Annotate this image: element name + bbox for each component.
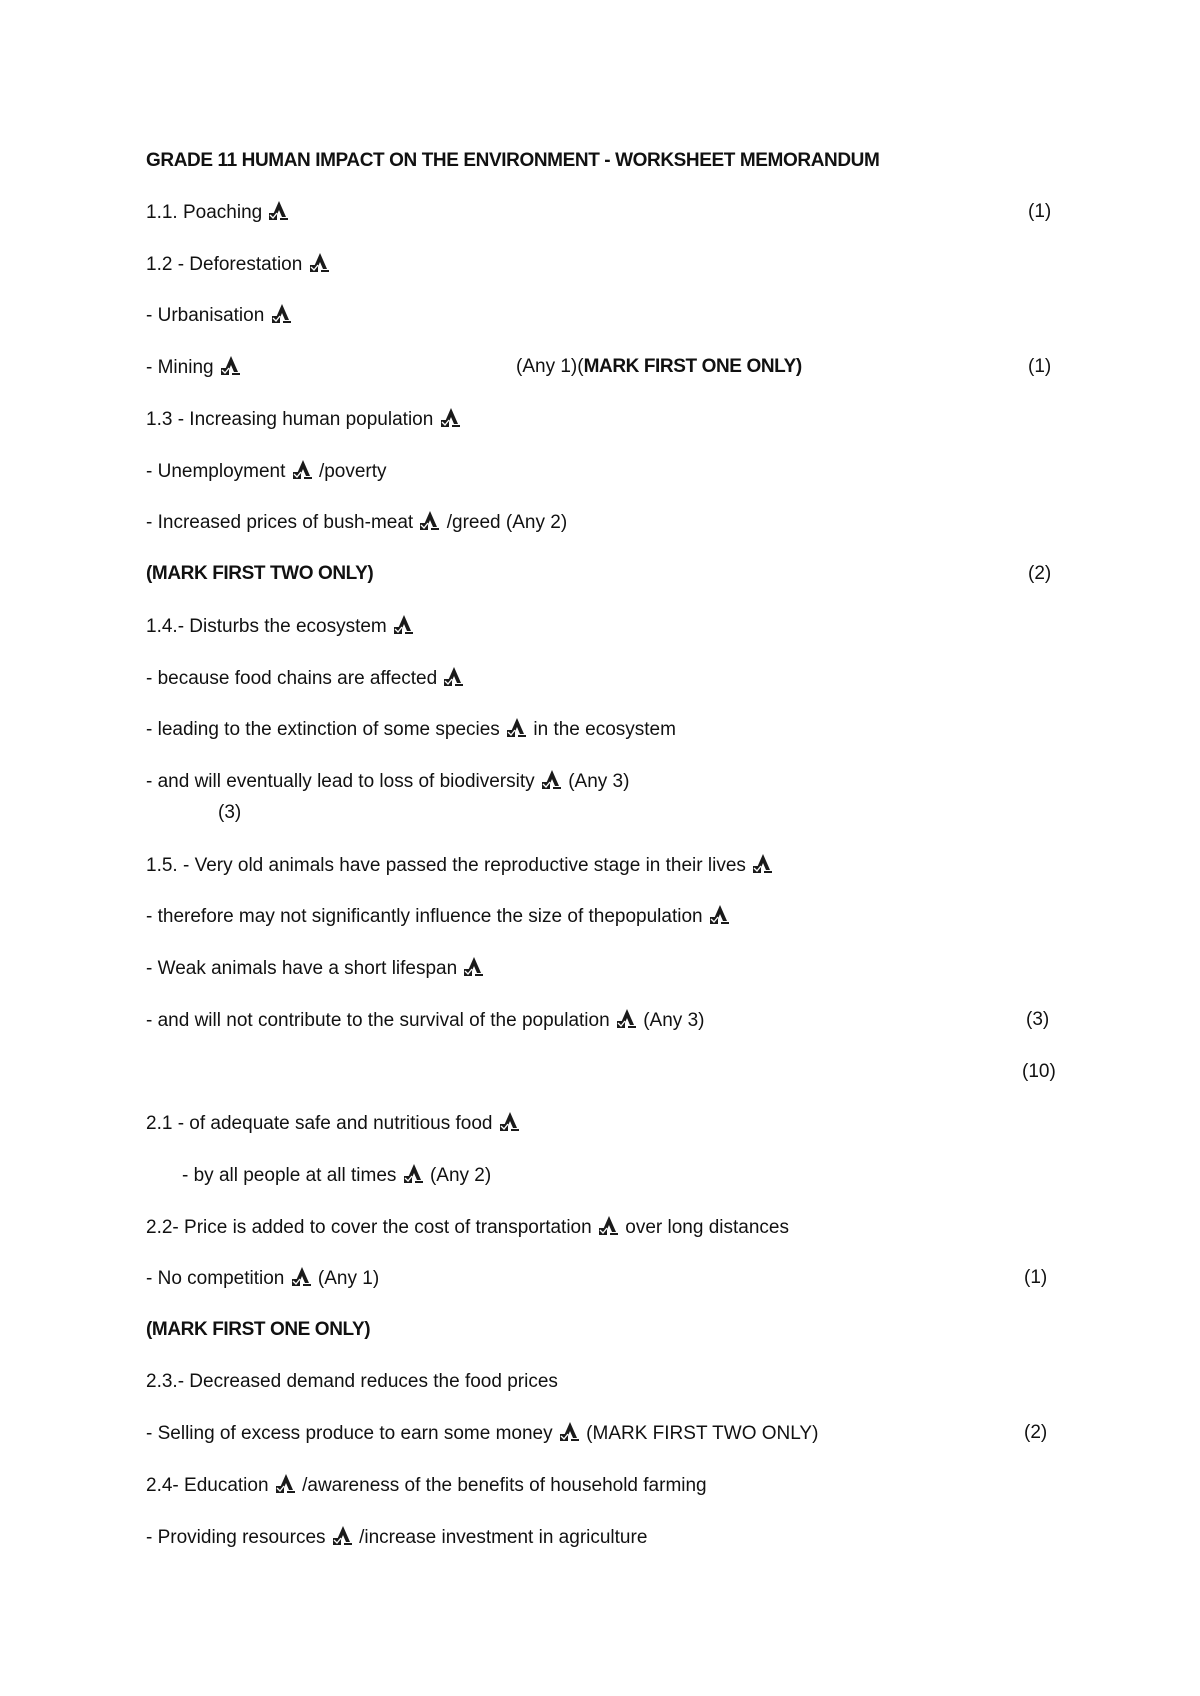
mark-1-4: (3) [218, 802, 242, 823]
answer-2-3-selling: - Selling of excess produce to earn some money (MARK FIRST TWO ONLY) [146, 1423, 819, 1444]
page-title: GRADE 11 HUMAN IMPACT ON THE ENVIRONMENT - WORKSHEET MEMORANDUM [146, 150, 880, 171]
answer-1-3-population: 1.3 - Increasing human population [146, 407, 462, 432]
tick-mark-icon [463, 956, 484, 978]
answer-1-2-mining: - Mining [146, 355, 242, 380]
mark-1-2: (1) [1028, 356, 1052, 377]
tick-mark-icon [275, 1473, 296, 1495]
marking-note-2-2: (MARK FIRST ONE ONLY) [146, 1319, 371, 1340]
tick-mark-icon [709, 904, 730, 926]
tick-mark-icon [419, 510, 440, 532]
tick-mark-icon [616, 1008, 637, 1030]
answer-1-5-survival: - and will not contribute to the survival of the population (Any 3) [146, 1010, 705, 1031]
answer-2-1-people: - by all people at all times (Any 2) [182, 1165, 492, 1186]
answer-1-5-weak-animals: - Weak animals have a short lifespan [146, 956, 485, 981]
answer-1-5-old-animals: 1.5. - Very old animals have passed the reproductive stage in their lives [146, 853, 774, 878]
mark-1-3: (2) [1028, 563, 1052, 584]
tick-mark-icon [309, 252, 330, 274]
tick-mark-icon [271, 303, 292, 325]
mark-1-5: (3) [1026, 1009, 1050, 1030]
tick-mark-icon [559, 1421, 580, 1443]
tick-mark-icon [393, 614, 414, 636]
answer-2-3-demand: 2.3.- Decreased demand reduces the food prices [146, 1371, 558, 1392]
tick-mark-icon [292, 459, 313, 481]
answer-2-4-education: 2.4- Education /awareness of the benefits of household farming [146, 1475, 707, 1496]
answer-1-3-bushmeat: - Increased prices of bush-meat /greed (Any 2) [146, 512, 568, 533]
answer-2-1-food: 2.1 - of adequate safe and nutritious food [146, 1111, 521, 1136]
tick-mark-icon [752, 853, 773, 875]
mark-2-3: (2) [1024, 1422, 1048, 1443]
tick-mark-icon [291, 1266, 312, 1288]
answer-1-4-ecosystem: 1.4.- Disturbs the ecosystem [146, 614, 415, 639]
answer-1-4-extinction: - leading to the extinction of some species in the ecosystem [146, 719, 676, 740]
tick-mark-icon [403, 1163, 424, 1185]
answer-1-2-urbanisation: - Urbanisation [146, 303, 293, 328]
tick-mark-icon [598, 1215, 619, 1237]
tick-mark-icon [499, 1111, 520, 1133]
answer-2-2-transport: 2.2- Price is added to cover the cost of transportation over long distances [146, 1217, 789, 1238]
marking-note-1-3: (MARK FIRST TWO ONLY) [146, 563, 374, 584]
tick-mark-icon [443, 666, 464, 688]
marking-note-1-2: (Any 1)(MARK FIRST ONE ONLY) [516, 356, 802, 377]
tick-mark-icon [332, 1525, 353, 1547]
answer-1-4-biodiversity: - and will eventually lead to loss of biodiversity (Any 3) [146, 771, 630, 792]
tick-mark-icon [541, 769, 562, 791]
section-1-total: (10) [1022, 1061, 1056, 1082]
tick-mark-icon [220, 355, 241, 377]
tick-mark-icon [440, 407, 461, 429]
answer-2-2-competition: - No competition (Any 1) [146, 1268, 380, 1289]
answer-1-4-food-chains: - because food chains are affected [146, 666, 465, 691]
mark-1-1: (1) [1028, 201, 1052, 222]
answer-2-4-resources: - Providing resources /increase investment in agriculture [146, 1527, 648, 1548]
tick-mark-icon [268, 200, 289, 222]
answer-1-3-unemployment: - Unemployment /poverty [146, 461, 387, 482]
mark-2-2: (1) [1024, 1267, 1048, 1288]
answer-1-5-population-size: - therefore may not significantly influence the size of thepopulation [146, 904, 731, 929]
tick-mark-icon [506, 717, 527, 739]
answer-1-1: 1.1. Poaching [146, 200, 290, 225]
answer-1-2-deforestation: 1.2 - Deforestation [146, 252, 331, 277]
